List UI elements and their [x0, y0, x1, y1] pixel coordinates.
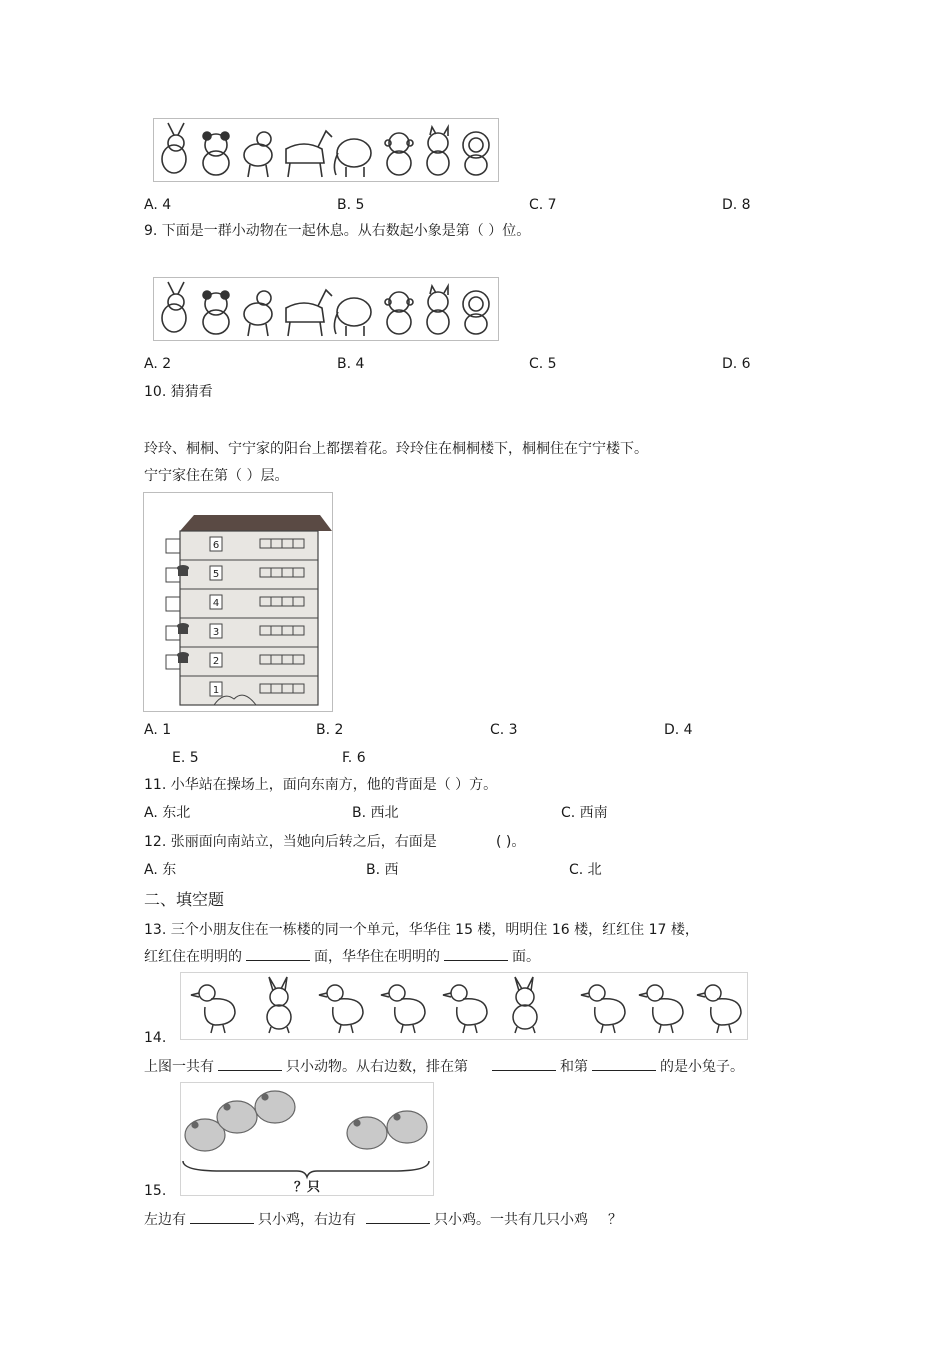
q10-option-b[interactable]: B. 2: [316, 722, 344, 738]
q9-animal-strip: [153, 277, 499, 341]
duck-icon: [581, 985, 625, 1033]
animal-row-illustration: [154, 119, 498, 181]
monkey-icon: [385, 133, 413, 175]
q12-option-a[interactable]: A. 东: [144, 862, 177, 878]
elephant-icon: [334, 139, 371, 177]
rabbit-icon: [513, 977, 537, 1033]
q15-text-d: ？: [608, 1212, 622, 1228]
q13-text-c: 面。: [512, 949, 540, 965]
section-heading-fill-in: 二、填空题: [144, 890, 225, 909]
q11-option-c[interactable]: C. 西南: [561, 805, 608, 821]
q15-blank-1[interactable]: [190, 1211, 254, 1224]
q14-blank-1[interactable]: [218, 1058, 282, 1071]
q10-option-c[interactable]: C. 3: [490, 722, 518, 738]
deer-icon: [244, 291, 272, 336]
duck-icon: [697, 985, 741, 1033]
floor-label-4: 4: [212, 598, 220, 609]
q8-option-b[interactable]: B. 5: [337, 197, 365, 213]
q15-chick-figure: [180, 1082, 434, 1196]
curly-brace: [183, 1161, 429, 1177]
q9-option-b[interactable]: B. 4: [337, 356, 365, 372]
duck-icon: [319, 985, 363, 1033]
q14-number: 14.: [144, 1030, 167, 1046]
lion-icon: [463, 132, 489, 175]
q13-line1: 13. 三个小朋友住在一栋楼的同一个单元，华华住 15 楼，明明住 16 楼，红红住 17 楼，: [144, 922, 699, 938]
q15-text-c: 只小鸡。一共有几只小鸡: [434, 1212, 588, 1228]
q10-option-a[interactable]: A. 1: [144, 722, 172, 738]
q14-animal-row: [180, 972, 748, 1040]
brace-label: ？只: [293, 1180, 321, 1195]
cat-icon: [427, 127, 449, 175]
duck-rabbit-illustration: [181, 973, 747, 1039]
rabbit-icon: [162, 123, 186, 173]
q15-number: 15.: [144, 1183, 167, 1199]
duck-icon: [191, 985, 235, 1033]
monkey-icon: [385, 292, 413, 334]
duck-icon: [443, 985, 487, 1033]
elephant-icon: [334, 298, 371, 336]
panda-icon: [203, 291, 229, 334]
q10-title: 10. 猜猜看: [144, 384, 213, 400]
horse-icon: [286, 131, 332, 177]
cat-icon: [427, 286, 449, 334]
q10-building-figure: [143, 492, 333, 712]
q8-option-d[interactable]: D. 8: [722, 197, 751, 213]
q14-blank-3[interactable]: [592, 1058, 656, 1071]
flower-pot-icon: [177, 623, 189, 634]
q12-option-c[interactable]: C. 北: [569, 862, 602, 878]
q14-question: [144, 1058, 744, 1076]
q13-text-b: 面，华华住在明明的: [314, 949, 440, 965]
q11-option-a[interactable]: A. 东北: [144, 805, 191, 821]
floor-label-2: 2: [212, 656, 220, 667]
q13-blank-2[interactable]: [444, 948, 508, 961]
flower-pot-icon: [177, 565, 189, 576]
rabbit-icon: [267, 977, 291, 1033]
q8-option-a[interactable]: A. 4: [144, 197, 172, 213]
lion-icon: [463, 291, 489, 334]
q10-line2: 宁宁家住在第（ ）层。: [144, 468, 289, 484]
q9-option-d[interactable]: D. 6: [722, 356, 751, 372]
floor-label-3: 3: [212, 627, 220, 638]
chick-icon: [255, 1091, 295, 1123]
q14-text-a: 上图一共有: [144, 1059, 214, 1075]
q10-option-e[interactable]: E. 5: [172, 750, 199, 766]
q15-blank-2[interactable]: [366, 1211, 430, 1224]
q14-text-d: 的是小兔子。: [660, 1059, 744, 1075]
q15-question: [144, 1211, 622, 1229]
q14-text-c: 和第: [560, 1059, 588, 1075]
q10-option-d[interactable]: D. 4: [664, 722, 693, 738]
q12-paren: ( )。: [496, 834, 526, 850]
chick-illustration: [181, 1083, 433, 1195]
floor-label-1: 1: [212, 685, 220, 696]
deer-icon: [244, 132, 272, 177]
rabbit-icon: [162, 282, 186, 332]
floor-label-6: 6: [212, 540, 220, 551]
q13-line2: [144, 948, 540, 966]
q9-option-c[interactable]: C. 5: [529, 356, 557, 372]
building-illustration: [144, 493, 332, 711]
q10-line1: 玲玲、桐桐、宁宁家的阳台上都摆着花。玲玲住在桐桐楼下，桐桐住在宁宁楼下。: [144, 441, 648, 457]
q8-option-c[interactable]: C. 7: [529, 197, 557, 213]
q10-option-f[interactable]: F. 6: [342, 750, 366, 766]
q14-blank-2[interactable]: [492, 1058, 556, 1071]
flower-pot-icon: [177, 652, 189, 663]
duck-icon: [639, 985, 683, 1033]
animal-row-illustration: [154, 278, 498, 340]
q9-question: 9. 下面是一群小动物在一起休息。从右数起小象是第（ ）位。: [144, 223, 531, 239]
q8-animal-strip: [153, 118, 499, 182]
q13-blank-1[interactable]: [246, 948, 310, 961]
panda-icon: [203, 132, 229, 175]
q11-question: 11. 小华站在操场上，面向东南方，他的背面是（ ）方。: [144, 777, 498, 793]
q12-question: 12. 张丽面向南站立，当她向后转之后，右面是: [144, 834, 437, 850]
q15-text-b: 只小鸡，右边有: [258, 1212, 356, 1228]
chick-icon: [217, 1101, 257, 1133]
floor-label-5: 5: [212, 569, 220, 580]
horse-icon: [286, 290, 332, 336]
chick-icon: [347, 1117, 387, 1149]
q9-option-a[interactable]: A. 2: [144, 356, 172, 372]
chick-icon: [387, 1111, 427, 1143]
q15-text-a: 左边有: [144, 1212, 186, 1228]
q14-text-b: 只小动物。从右边数，排在第: [286, 1059, 468, 1075]
q12-option-b[interactable]: B. 西: [366, 862, 399, 878]
q13-text-a: 红红住在明明的: [144, 949, 242, 965]
q11-option-b[interactable]: B. 西北: [352, 805, 399, 821]
duck-icon: [381, 985, 425, 1033]
